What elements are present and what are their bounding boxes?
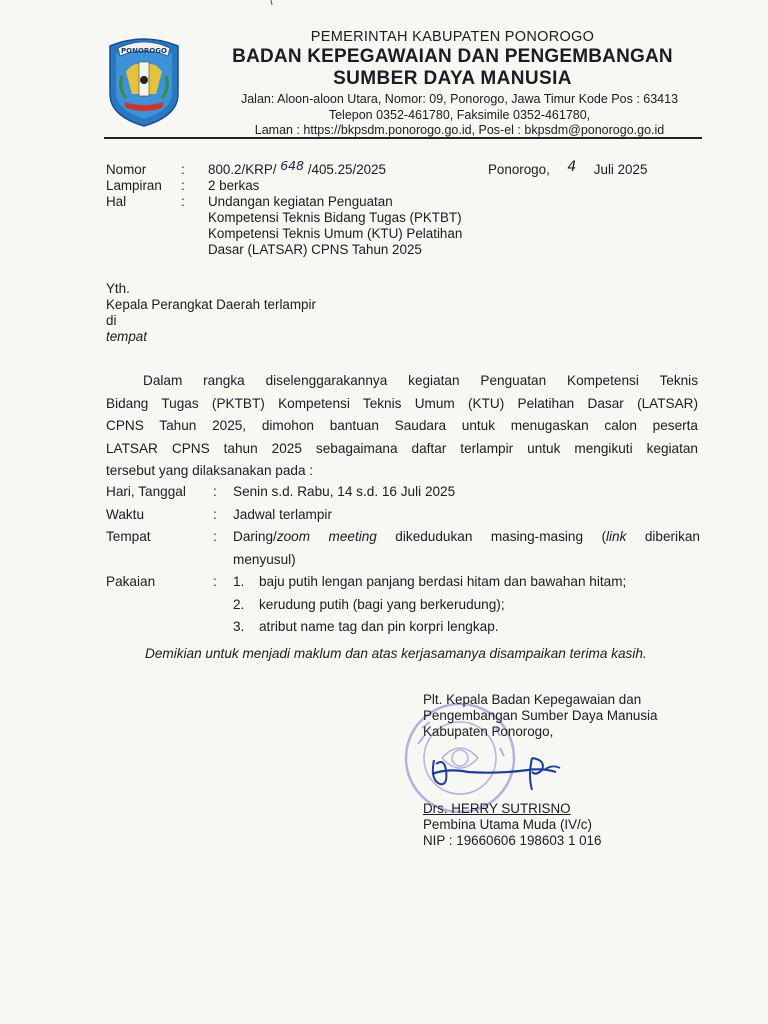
body-line-1-text: Dalam rangka diselenggarakannya kegiatan Penguatan Kompetensi Teknis xyxy=(143,373,698,388)
detail-waktu xyxy=(106,504,700,526)
recipient-di: di xyxy=(106,313,117,328)
body-line-2: Bidang Tugas (PKTBT) Kompetensi Teknis Umum (KTU) Pelatihan Dasar (LATSAR) xyxy=(106,395,698,411)
meta-hal xyxy=(106,194,466,258)
letter-meta xyxy=(106,158,466,258)
hari-separator: : xyxy=(213,484,217,499)
signer-title-3: Kabupaten Ponorogo, xyxy=(423,724,554,739)
list-item xyxy=(233,594,700,617)
signer-rank: Pembina Utama Muda (IV/c) xyxy=(423,817,592,832)
tempat-label: Tempat xyxy=(106,529,151,544)
hal-value: Undangan kegiatan Penguatan Kompetensi Teknis Bidang Tugas (PKTBT) Kompetensi Teknis Umum (KTU) Pelatihan Dasar (LATSAR) CPNS Tahun 2025 xyxy=(208,194,463,257)
agency-web: Laman : https://bkpsdm.ponorogo.go.id, Pos-el : bkpsdm@ponorogo.go.id xyxy=(254,123,665,137)
list-item xyxy=(233,571,700,594)
letter-date xyxy=(488,159,688,178)
nomor-handwritten: 648 xyxy=(280,158,305,173)
tempat-value xyxy=(233,526,700,571)
waktu-separator: : xyxy=(213,507,217,522)
agency-address: Jalan: Aloon-aloon Utara, Nomor: 09, Ponorogo, Jawa Timur Kode Pos : 63413 xyxy=(240,92,679,106)
letterhead-divider xyxy=(104,137,702,139)
detail-hari xyxy=(106,481,700,503)
government-name: PEMERINTAH KABUPATEN PONOROGO xyxy=(310,29,595,45)
handwritten-signature xyxy=(428,740,578,800)
ponorogo-logo xyxy=(104,32,184,128)
lampiran-label: Lampiran xyxy=(106,178,162,193)
tempat-part-c: dikedudukan masing-masing ( xyxy=(376,529,606,544)
closing-sentence: Demikian untuk menjadi maklum dan atas kerjasamanya disampaikan terima kasih. xyxy=(145,646,647,661)
nomor-separator: : xyxy=(181,162,185,177)
item-text: baju putih lengan panjang berdasi hitam dan bawahan hitam; xyxy=(259,574,627,589)
meta-nomor xyxy=(106,158,466,178)
tempat-part-b: zoom meeting xyxy=(276,529,377,544)
pakaian-list xyxy=(233,571,700,639)
recipient-to: Kepala Perangkat Daerah terlampir xyxy=(106,297,316,312)
nomor-suffix: /405.25/2025 xyxy=(307,162,386,177)
meta-lampiran xyxy=(106,178,466,194)
agency-name-1: BADAN KEPEGAWAIAN DAN PENGEMBANGAN xyxy=(232,46,673,67)
list-item xyxy=(233,616,700,639)
tempat-line-2: menyusul) xyxy=(233,551,296,567)
pakaian-label: Pakaian xyxy=(106,574,156,589)
agency-phone: Telepon 0352-461780, Faksimile 0352-461780, xyxy=(328,107,591,122)
signer-title-2: Pengembangan Sumber Daya Manusia xyxy=(423,708,658,723)
pakaian-separator: : xyxy=(213,574,217,589)
signer-title-1: Plt. Kepala Badan Kepegawaian dan xyxy=(423,692,642,707)
tempat-separator: : xyxy=(213,529,217,544)
tempat-part-e: diberikan xyxy=(626,529,700,544)
tempat-part-a: Daring/ xyxy=(233,529,277,544)
recipient-yth: Yth. xyxy=(106,281,130,296)
waktu-label: Waktu xyxy=(106,507,145,522)
nomor-prefix: 800.2/KRP/ xyxy=(208,162,277,177)
date-day-handwritten: 4 xyxy=(567,159,577,175)
lampiran-separator: : xyxy=(181,178,185,193)
date-month-year: Juli 2025 xyxy=(593,162,648,177)
detail-pakaian xyxy=(106,571,700,639)
tempat-part-d: link xyxy=(605,529,627,544)
recipient-place: tempat xyxy=(106,329,147,344)
logo-text: PONOROGO xyxy=(121,47,167,55)
letterhead xyxy=(200,28,705,139)
agency-name-2: SUMBER DAYA MANUSIA xyxy=(333,68,572,89)
hari-value: Senin s.d. Rabu, 14 s.d. 16 Juli 2025 xyxy=(233,484,456,499)
item-number: 3. xyxy=(233,619,245,634)
body-paragraph xyxy=(106,370,698,483)
signer-nip: NIP : 19660606 198603 1 016 xyxy=(423,833,602,848)
date-city: Ponorogo, xyxy=(488,162,550,177)
body-line-3: CPNS Tahun 2025, dimohon bantuan Saudara untuk menugaskan calon peserta xyxy=(106,418,698,433)
waktu-value: Jadwal terlampir xyxy=(233,507,332,522)
item-number: 2. xyxy=(233,596,245,612)
item-number: 1. xyxy=(233,574,245,589)
nomor-label: Nomor xyxy=(106,162,147,177)
body-line-5: tersebut yang dilaksanakan pada : xyxy=(106,463,314,478)
tempat-line-1 xyxy=(233,526,700,549)
hari-label: Hari, Tanggal xyxy=(106,484,186,499)
lampiran-value: 2 berkas xyxy=(208,178,260,193)
scan-mark xyxy=(270,0,274,6)
hal-label: Hal xyxy=(106,194,127,209)
hal-separator: : xyxy=(181,194,185,209)
nomor-value xyxy=(208,158,466,178)
item-text: atribut name tag dan pin korpri lengkap. xyxy=(259,619,499,634)
signer-name: Drs. HERRY SUTRISNO xyxy=(423,801,571,816)
body-line-1 xyxy=(106,370,698,393)
recipient-block xyxy=(106,281,406,345)
body-line-4: LATSAR CPNS tahun 2025 sebagaimana daftar terlampir untuk mengikuti kegiatan xyxy=(106,440,698,456)
item-text: kerudung putih (bagi yang berkerudung); xyxy=(259,596,505,612)
detail-tempat xyxy=(106,526,700,571)
